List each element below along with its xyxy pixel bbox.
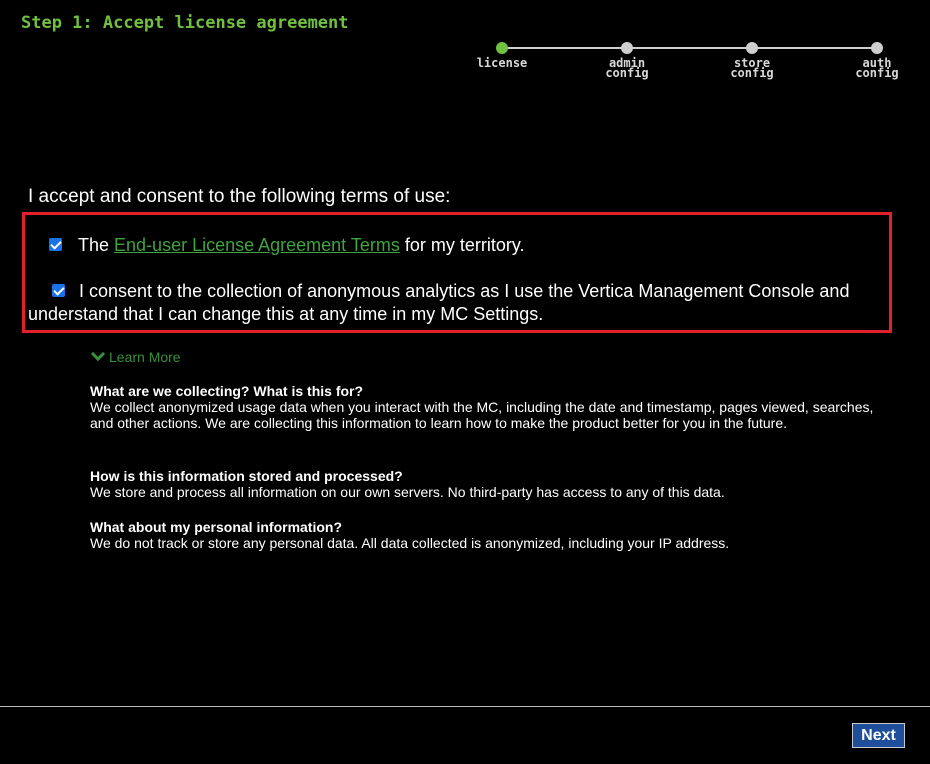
consent-highlight-box (22, 212, 892, 333)
learn-more-label: Learn More (109, 349, 181, 365)
step-dot-icon (746, 42, 758, 54)
footer-divider (0, 706, 930, 707)
learn-more-toggle[interactable] (90, 349, 181, 365)
step-label: admin config (605, 56, 649, 80)
faq-question: What are we collecting? What is this for? (90, 383, 364, 399)
step-admin-config (595, 40, 659, 78)
step-dot-icon (871, 42, 883, 54)
eula-link[interactable]: End-user License Agreement Terms (114, 235, 400, 255)
faq-item (90, 468, 880, 500)
analytics-checkbox[interactable] (52, 284, 65, 297)
faq-question: What about my personal information? (90, 519, 343, 535)
step-dot-active-icon (496, 42, 508, 54)
analytics-consent-row (28, 280, 888, 326)
faq-answer: We collect anonymized usage data when you interact with the MC, including the date and timestamp, pages viewed, searches, and other actions. We are collecting this information to learn how to make the product better for you in the future. (90, 399, 874, 431)
step-store-config (720, 40, 784, 78)
faq-question: How is this information stored and processed? (90, 468, 403, 484)
step-dot-icon (621, 42, 633, 54)
step-title: Step 1: Accept license agreement (21, 13, 349, 33)
eula-consent-row (49, 234, 525, 257)
step-license (470, 40, 534, 68)
faq-item (90, 519, 880, 551)
step-label: store config (730, 56, 774, 80)
analytics-consent-text: I consent to the collection of anonymous analytics as I use the Vertica Management Console and understand that I can change this at any time in my MC Settings. (28, 281, 850, 324)
chevron-down-icon (91, 347, 105, 361)
stepper-track (502, 47, 878, 49)
eula-suffix: for my territory. (399, 235, 525, 255)
faq-answer: We store and process all information on our own servers. No third-party has access to any of this data. (90, 484, 725, 500)
progress-stepper (470, 40, 910, 90)
step-auth-config (845, 40, 909, 78)
next-button[interactable]: Next (852, 723, 905, 748)
eula-checkbox[interactable] (49, 238, 62, 251)
faq-answer: We do not track or store any personal data. All data collected is anonymized, including your IP address. (90, 535, 730, 551)
step-label: auth config (855, 56, 899, 80)
eula-prefix: The (78, 235, 115, 255)
consent-heading: I accept and consent to the following terms of use: (28, 186, 451, 207)
step-label: license (476, 56, 528, 70)
faq-item (90, 383, 880, 431)
